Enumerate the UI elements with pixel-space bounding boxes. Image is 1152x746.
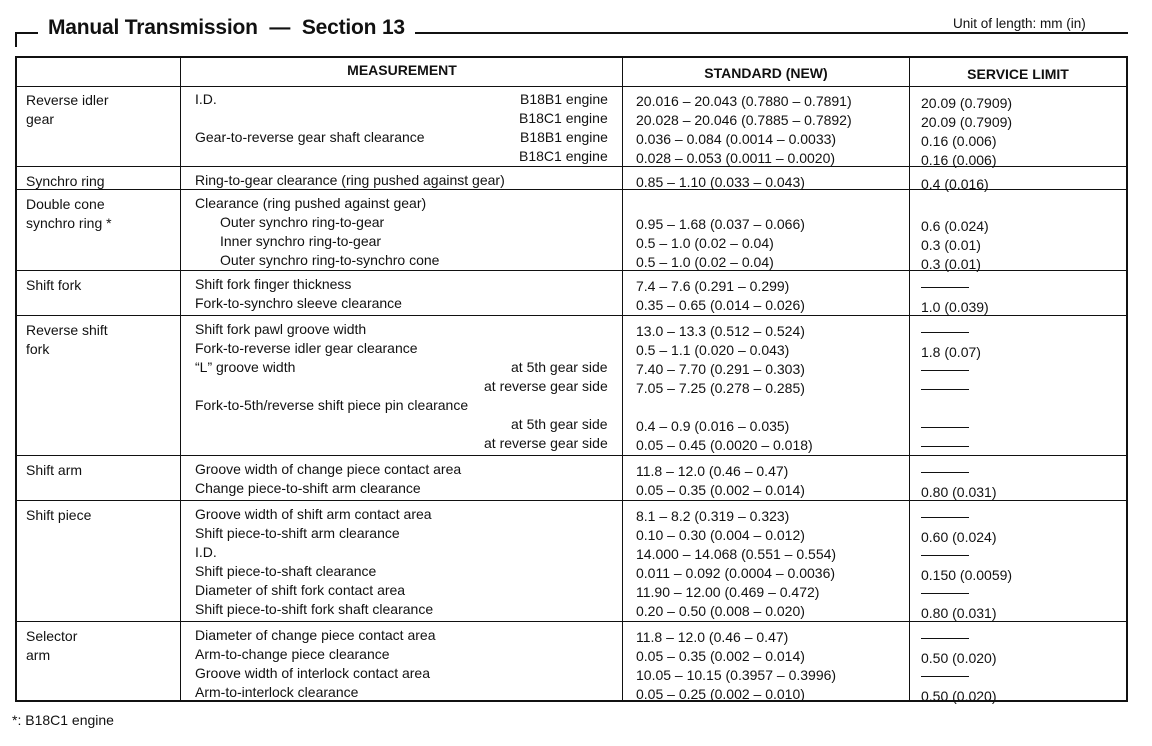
condition-label: at reverse gear side — [484, 435, 608, 451]
condition-label: at reverse gear side — [484, 378, 608, 394]
standard-value: 8.1 – 8.2 (0.319 – 0.323) — [636, 508, 790, 524]
measurement-label: Arm-to-change piece clearance — [195, 646, 390, 662]
no-limit-dash — [921, 389, 969, 390]
standard-value: 7.4 – 7.6 (0.291 – 0.299) — [636, 278, 790, 294]
header-rule-tick — [15, 32, 17, 47]
service-limit-value: 0.50 (0.020) — [921, 650, 997, 666]
measurement-label: Diameter of change piece contact area — [195, 627, 436, 643]
page-title — [38, 16, 415, 40]
service-limit-value: 0.50 (0.020) — [921, 688, 997, 704]
service-limit-value: 0.80 (0.031) — [921, 605, 997, 621]
measurement-label: Fork-to-5th/reverse shift piece pin clearance — [195, 397, 469, 413]
no-limit-dash — [921, 593, 969, 594]
group-name: Shift piece — [26, 507, 92, 523]
standard-value: 0.05 – 0.25 (0.002 – 0.010) — [636, 686, 805, 702]
column-header-measurement: MEASUREMENT — [347, 62, 457, 78]
standard-value: 0.10 – 0.30 (0.004 – 0.012) — [636, 527, 805, 543]
service-limit-value: 0.16 (0.006) — [921, 133, 997, 149]
group-name: arm — [26, 647, 51, 663]
group-divider — [17, 455, 1126, 456]
standard-value: 0.95 – 1.68 (0.037 – 0.066) — [636, 216, 805, 232]
measurement-label: Outer synchro ring-to-gear — [220, 214, 385, 230]
measurement-label: Inner synchro ring-to-gear — [220, 233, 382, 249]
service-limit-value: 20.09 (0.7909) — [921, 114, 1013, 130]
standard-value: 20.028 – 20.046 (0.7885 – 0.7892) — [636, 112, 852, 128]
column-divider — [622, 58, 623, 700]
standard-value: 0.05 – 0.35 (0.002 – 0.014) — [636, 648, 805, 664]
measurement-label: Groove width of interlock contact area — [195, 665, 431, 681]
condition-label: at 5th gear side — [511, 416, 608, 432]
service-limit-value: 1.0 (0.039) — [921, 299, 989, 315]
measurement-label: Shift piece-to-shift fork shaft clearance — [195, 601, 434, 617]
standard-value: 14.000 – 14.068 (0.551 – 0.554) — [636, 546, 837, 562]
measurement-label: Diameter of shift fork contact area — [195, 582, 406, 598]
measurement-label: Fork-to-synchro sleeve clearance — [195, 295, 402, 311]
title-separator: — — [269, 16, 291, 39]
title-part-1: Manual Transmission — [48, 16, 258, 39]
measurement-label: Fork-to-reverse idler gear clearance — [195, 340, 418, 356]
no-limit-dash — [921, 287, 969, 288]
group-name: fork — [26, 341, 50, 357]
group-name: Double cone — [26, 196, 105, 212]
standard-value: 13.0 – 13.3 (0.512 – 0.524) — [636, 323, 805, 339]
measurement-label: Groove width of shift arm contact area — [195, 506, 432, 522]
standard-value: 0.05 – 0.45 (0.0020 – 0.018) — [636, 437, 813, 453]
group-name: Selector — [26, 628, 78, 644]
standard-value: 0.85 – 1.10 (0.033 – 0.043) — [636, 174, 805, 190]
group-name: Synchro ring — [26, 173, 105, 189]
measurement-label: Groove width of change piece contact area — [195, 461, 462, 477]
measurement-label: Arm-to-interlock clearance — [195, 684, 359, 700]
standard-value: 0.028 – 0.053 (0.0011 – 0.0020) — [636, 150, 836, 166]
standard-value: 10.05 – 10.15 (0.3957 – 0.3996) — [636, 667, 837, 683]
service-limit-value: 0.16 (0.006) — [921, 152, 997, 168]
no-limit-dash — [921, 676, 969, 677]
standard-value: 0.011 – 0.092 (0.0004 – 0.0036) — [636, 565, 836, 581]
measurement-label: Gear-to-reverse gear shaft clearance — [195, 129, 425, 145]
standard-value: 0.5 – 1.1 (0.020 – 0.043) — [636, 342, 790, 358]
group-name: Reverse idler — [26, 92, 109, 108]
measurement-label: I.D. — [195, 91, 217, 107]
column-divider — [180, 58, 181, 700]
service-limit-value: 0.4 (0.016) — [921, 176, 989, 192]
standard-value: 0.036 – 0.084 (0.0014 – 0.0033) — [636, 131, 837, 147]
condition-label: B18C1 engine — [519, 110, 608, 126]
standard-value: 20.016 – 20.043 (0.7880 – 0.7891) — [636, 93, 852, 109]
standard-value: 7.40 – 7.70 (0.291 – 0.303) — [636, 361, 805, 377]
spec-table — [15, 56, 1128, 702]
service-limit-value: 20.09 (0.7909) — [921, 95, 1013, 111]
measurement-label: Change piece-to-shift arm clearance — [195, 480, 421, 496]
no-limit-dash — [921, 555, 969, 556]
condition-label: B18B1 engine — [520, 91, 608, 107]
standard-value: 11.90 – 12.00 (0.469 – 0.472) — [636, 584, 820, 600]
standard-value: 0.35 – 0.65 (0.014 – 0.026) — [636, 297, 805, 313]
group-name: synchro ring * — [26, 215, 112, 231]
measurement-label: Clearance (ring pushed against gear) — [195, 195, 427, 211]
service-limit-value: 0.80 (0.031) — [921, 484, 997, 500]
column-header-standard: STANDARD (NEW) — [704, 65, 828, 81]
measurement-label: “L” groove width — [195, 359, 296, 375]
unit-note: Unit of length: mm (in) — [953, 16, 1086, 31]
footnote: *: B18C1 engine — [12, 712, 114, 728]
column-header-service-limit: SERVICE LIMIT — [967, 66, 1069, 82]
measurement-label: Shift fork pawl groove width — [195, 321, 367, 337]
measurement-label: Outer synchro ring-to-synchro cone — [220, 252, 440, 268]
standard-value: 11.8 – 12.0 (0.46 – 0.47) — [636, 463, 789, 479]
measurement-label: Shift piece-to-shift arm clearance — [195, 525, 400, 541]
measurement-label: Shift piece-to-shaft clearance — [195, 563, 377, 579]
service-limit-value: 0.6 (0.024) — [921, 218, 989, 234]
standard-value: 0.05 – 0.35 (0.002 – 0.014) — [636, 482, 805, 498]
service-limit-value: 0.150 (0.0059) — [921, 567, 1013, 583]
no-limit-dash — [921, 370, 969, 371]
no-limit-dash — [921, 517, 969, 518]
no-limit-dash — [921, 638, 969, 639]
measurement-label: Shift fork finger thickness — [195, 276, 352, 292]
group-name: Shift arm — [26, 462, 83, 478]
no-limit-dash — [921, 472, 969, 473]
standard-value: 11.8 – 12.0 (0.46 – 0.47) — [636, 629, 789, 645]
group-name: Reverse shift — [26, 322, 108, 338]
service-limit-value: 0.3 (0.01) — [921, 237, 981, 253]
condition-label: B18B1 engine — [520, 129, 608, 145]
standard-value: 0.4 – 0.9 (0.016 – 0.035) — [636, 418, 790, 434]
no-limit-dash — [921, 332, 969, 333]
standard-value: 0.5 – 1.0 (0.02 – 0.04) — [636, 254, 774, 270]
title-part-2: Section 13 — [301, 16, 405, 39]
header-divider — [17, 86, 1126, 87]
service-limit-value: 0.60 (0.024) — [921, 529, 997, 545]
measurement-label: Ring-to-gear clearance (ring pushed against gear) — [195, 172, 505, 188]
condition-label: B18C1 engine — [519, 148, 608, 164]
column-divider — [909, 58, 910, 700]
no-limit-dash — [921, 446, 969, 447]
measurement-label: I.D. — [195, 544, 217, 560]
condition-label: at 5th gear side — [511, 359, 608, 375]
group-name: Shift fork — [26, 277, 82, 293]
group-name: gear — [26, 111, 55, 127]
service-limit-value: 1.8 (0.07) — [921, 344, 981, 360]
service-limit-value: 0.3 (0.01) — [921, 256, 981, 272]
standard-value: 7.05 – 7.25 (0.278 – 0.285) — [636, 380, 805, 396]
standard-value: 0.5 – 1.0 (0.02 – 0.04) — [636, 235, 774, 251]
no-limit-dash — [921, 427, 969, 428]
standard-value: 0.20 – 0.50 (0.008 – 0.020) — [636, 603, 805, 619]
